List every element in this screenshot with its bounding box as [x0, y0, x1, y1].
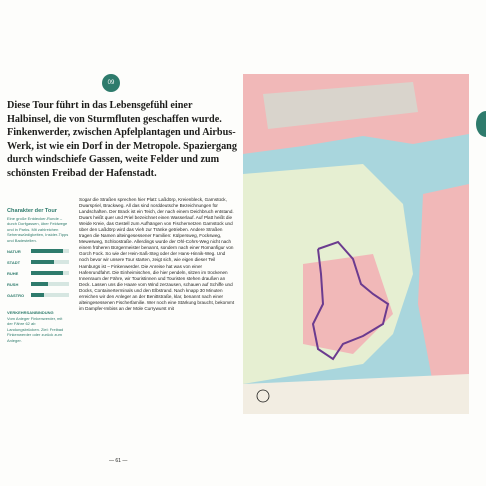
transport-title: VERKEHRSANBINDUNG — [7, 310, 54, 316]
rating-track — [31, 293, 69, 297]
rating-label: RUHE — [7, 271, 19, 277]
rating-label: STADT — [7, 260, 21, 266]
rating-fill — [31, 249, 63, 253]
body-text: Sogar die Straßen sprechen hier Platt: Laßdörp, Kreienbleck, Garnstück, Dwarspriel, Brackweg. All das sind norddeutsche Bezeichnungen für Landschaften. Der Brack ist ein Teich, der nach einem Deichbruch entstand. Dwars heißt quer und Priel bezeichnet einen Wasserlauf. Auf Platt heißt die Weide Kreie, das Gestell zum Aufhängen von Fischernetzen Garnstück und über den Laßdörp wird das Vieh zur Tränke getrieben. Andere Straßen tragen die Namen alteingesessener Familien: Külpersweg, Focksweg, Mewesweg, Schloostraße. Allerdings wurde der Ohl-Cohrs-Weg nicht nach einem früheren Bürgermeister benannt, sondern nach einer Romanfigur von Gorch Fock. So wie der Hein-Saß-Steg oder der Hans-Hinnik-Weg. Und noch bevor wir unsere Tour starten, zeigt sich, wie eigen dieser Teil Hamburgs ist – Finkenwerder. Die Anreise hat was von einer Hafenrundfahrt. Die Einheimischen, die hier pendeln, sitzen im trockenen Innenraum der Fähre, wir Touristinnen und Touristen stehen draußen an Deck. Lassen uns die Haare vom Wind zerzausen, schauen auf Schiffe und Docks, Containerterminals und den Elbstrand. Nach knapp 30 Minuten erreichen wir den Anleger an der Benittstraße, klar, benannt nach einer alteingesessenen Fischerfamilie. Wer noch eine Stärkung braucht, bekommt im Dampfer-Imbiss an der Mole Currywurst mit — [79, 197, 235, 311]
rating-track — [31, 282, 69, 286]
rating-row — [7, 271, 69, 282]
rating-track — [31, 260, 69, 264]
intro-text: Diese Tour führt in das Lebensgefühl einer Halbinsel, die von Sturmfluten geschaffen wurde. Finkenwerder, zwischen Apfelplantagen und Airbus-Werk, ist wie ein Dorf in der Metropole. Spaziergang durch windschiefe Gassen, weite Felder und zum schönsten Freibad der Hafenstadt. — [7, 100, 237, 179]
rating-label: NATUR — [7, 249, 21, 255]
sidebar-title: Charakter der Tour — [7, 208, 57, 214]
transport-text: Vom Anleger Finkenwerder, mit der Fähre 62 ab Landungsbrücken. Ziel: Freibad Finkenwerder oder zurück zum Anleger. — [7, 316, 64, 343]
page-number: — 61 — — [109, 458, 128, 464]
rating-track — [31, 249, 69, 253]
rating-label: GASTRO — [7, 293, 25, 299]
rating-row — [7, 249, 69, 260]
rating-fill — [31, 282, 48, 286]
rating-fill — [31, 260, 54, 264]
rating-fill — [31, 271, 63, 275]
rating-row — [7, 260, 69, 271]
tour-number-badge: 09 — [102, 74, 120, 92]
rating-track — [31, 271, 69, 275]
page-number-value: 61 — [115, 458, 121, 464]
rating-label: RUSH — [7, 282, 19, 288]
rating-list — [7, 249, 69, 304]
rating-row — [7, 282, 69, 293]
rating-row — [7, 293, 69, 304]
rating-fill — [31, 293, 44, 297]
tour-map — [243, 74, 469, 414]
sidebar-text: Eine große Entdecker-Runde – durch Dorfgassen, über Feldwege und in Parks. Mit zahlreichen Sehenswürdigkeiten, Insider-Tipps und Badestellen. — [7, 216, 69, 243]
tour-character-sidebar — [7, 208, 69, 349]
